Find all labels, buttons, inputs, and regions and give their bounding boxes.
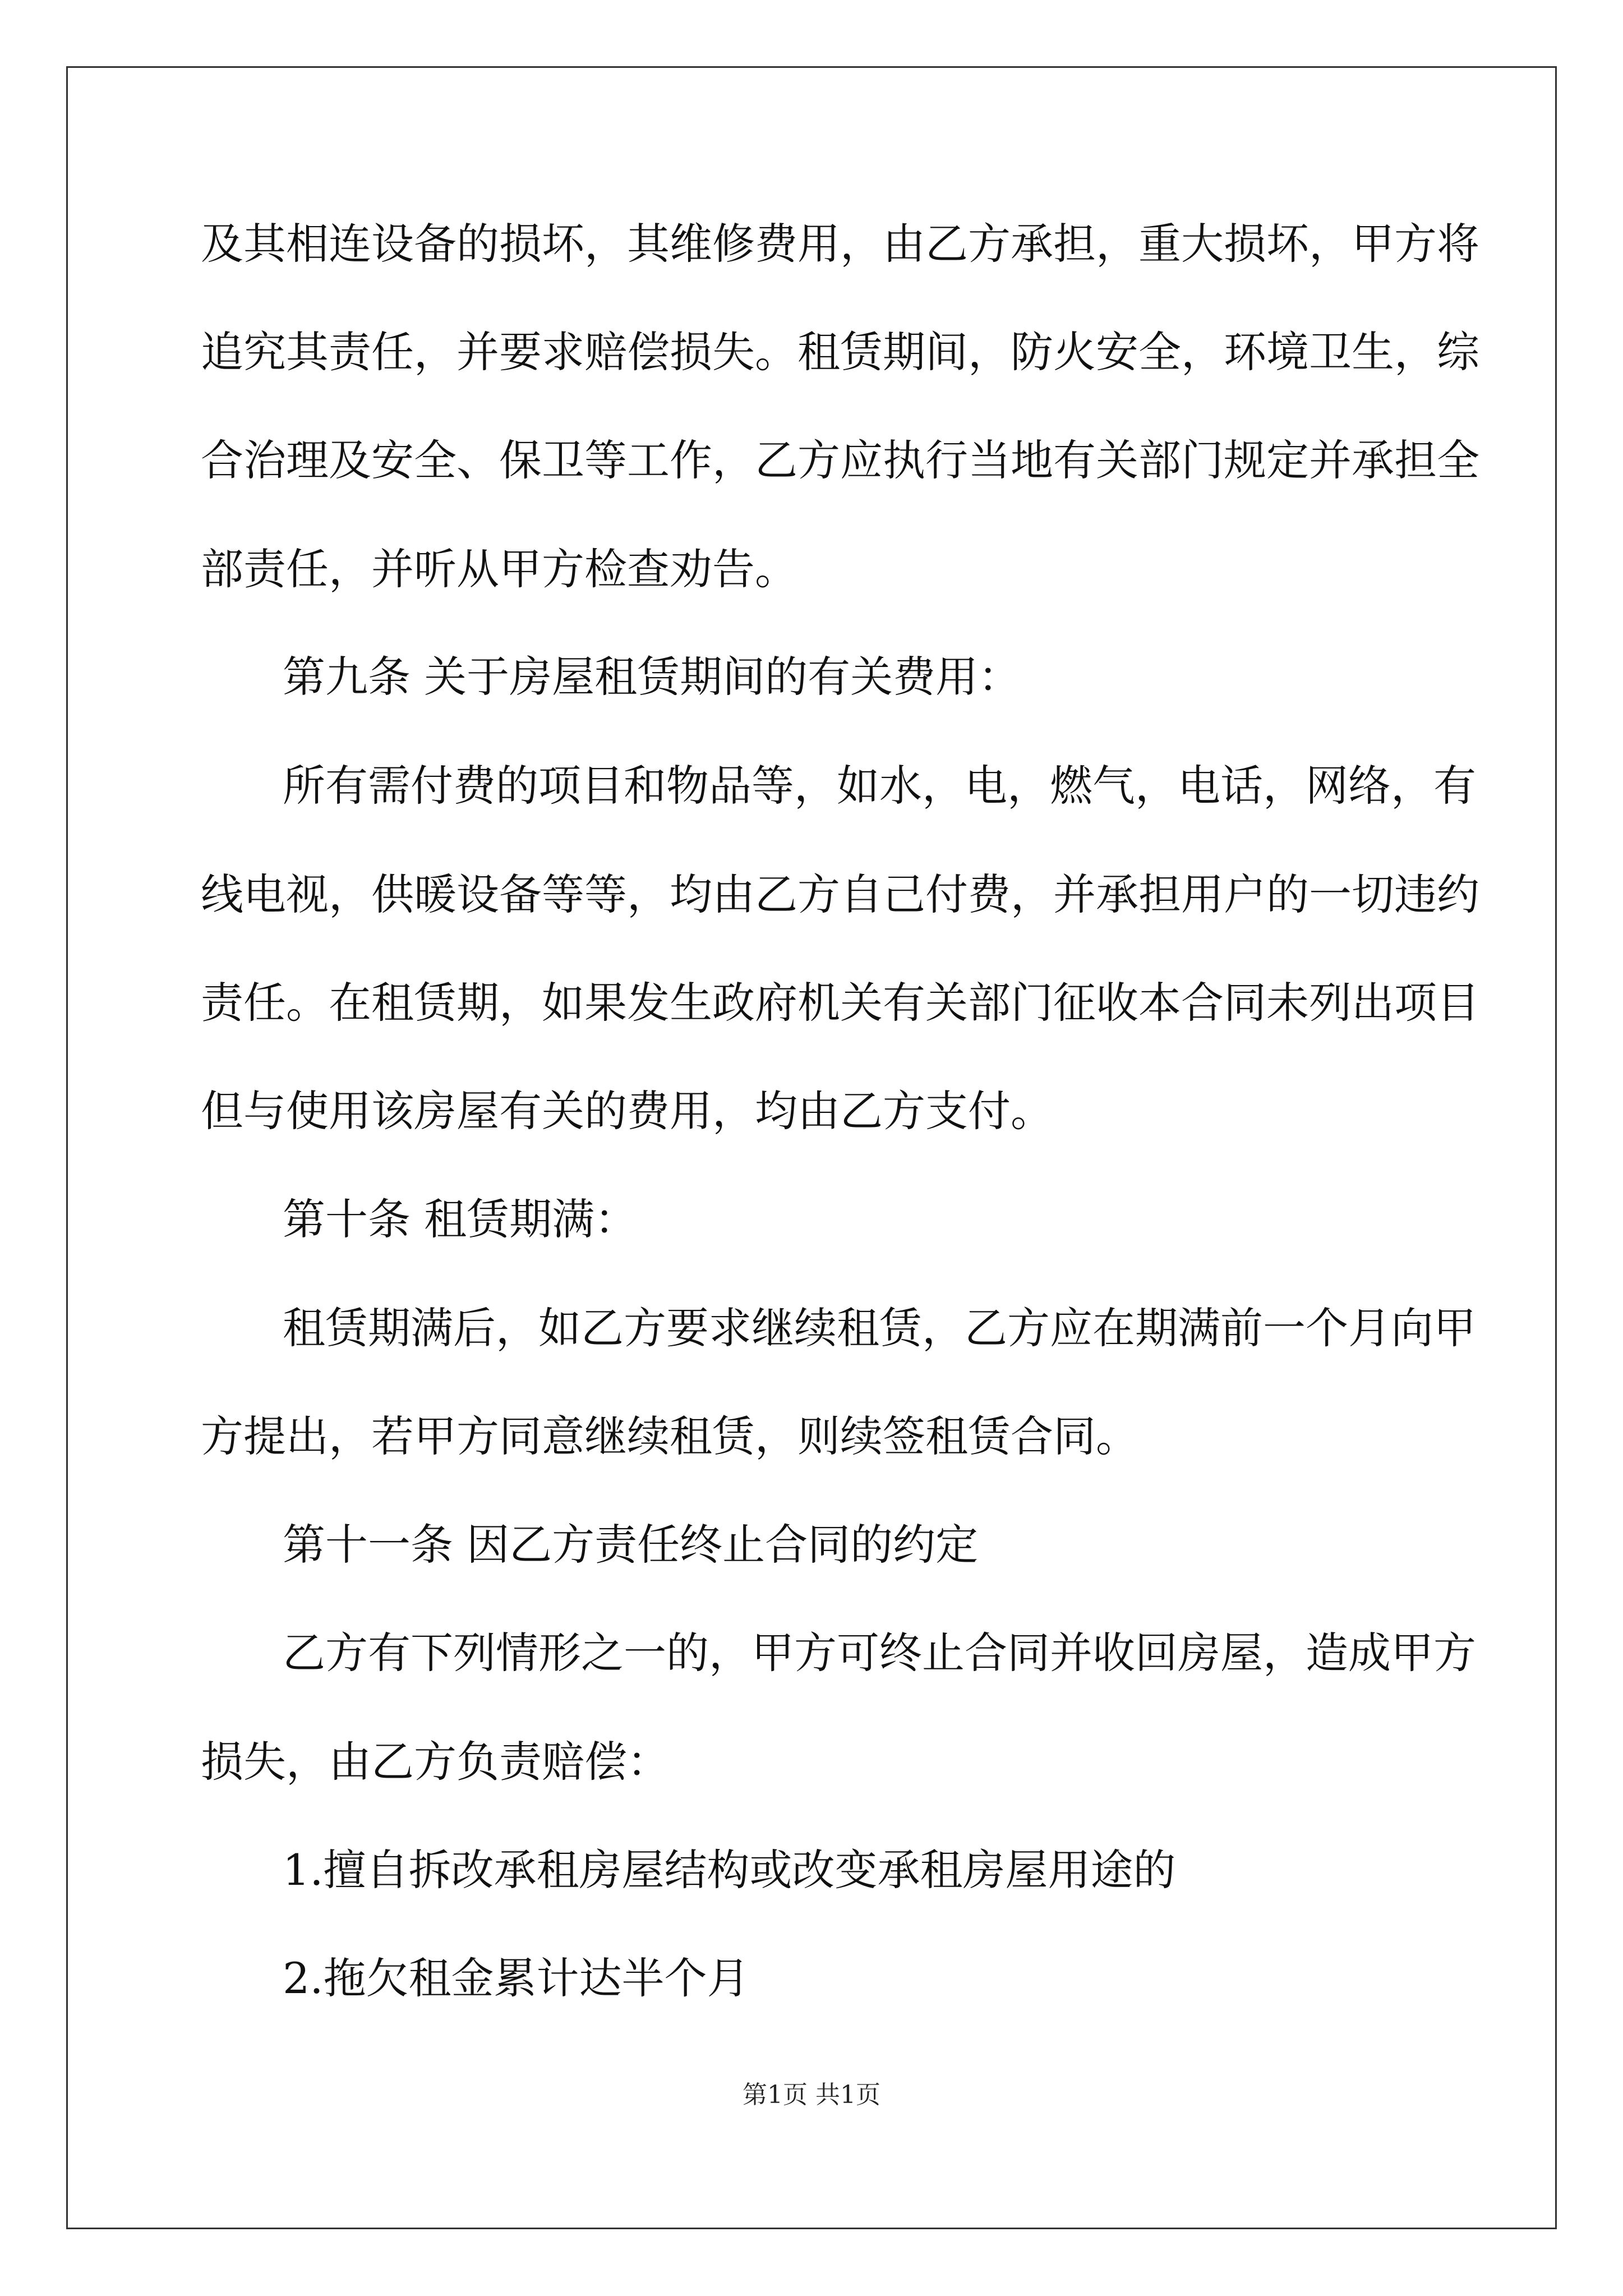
- page-number: 第1页 共1页: [743, 2081, 880, 2109]
- text-line: 责任。在租赁期，如果发生政府机关有关部门征收本合同未列出项目: [201, 978, 1479, 1028]
- text-line: 线电视，供暖设备等等，均由乙方自己付费，并承担用户的一切违约: [201, 869, 1479, 919]
- text-line: 追究其责任，并要求赔偿损失。租赁期间，防火安全，环境卫生，综: [201, 327, 1479, 377]
- text-line: 部责任，并听从甲方检查劝告。: [201, 544, 797, 594]
- text-line: 及其相连设备的损坏，其维修费用，由乙方承担，重大损坏，甲方将: [201, 219, 1479, 269]
- text-line: 乙方有下列情形之一的，甲方可终止合同并收回房屋，造成甲方: [283, 1628, 1476, 1678]
- list-item: 2.拖欠租金累计达半个月: [283, 1953, 750, 2003]
- text-line: 但与使用该房屋有关的费用，均由乙方支付。: [201, 1086, 1053, 1136]
- list-item: 1.擅自拆改承租房屋结构或改变承租房屋用途的: [283, 1845, 1176, 1895]
- text-line: 合治理及安全、保卫等工作，乙方应执行当地有关部门规定并承担全: [201, 435, 1479, 485]
- text-line: 损失，由乙方负责赔偿：: [201, 1737, 670, 1787]
- text-line: 方提出，若甲方同意继续租赁，则续签租赁合同。: [201, 1411, 1138, 1461]
- text-line: 租赁期满后，如乙方要求继续租赁，乙方应在期满前一个月向甲: [283, 1303, 1476, 1353]
- section-heading: 第九条 关于房屋租赁期间的有关费用：: [283, 652, 1021, 702]
- page-border: [66, 66, 1557, 2229]
- section-heading: 第十一条 因乙方责任终止合同的约定: [283, 1520, 979, 1570]
- section-heading: 第十条 租赁期满：: [283, 1194, 638, 1244]
- text-line: 所有需付费的项目和物品等，如水，电，燃气，电话，网络，有: [283, 761, 1476, 811]
